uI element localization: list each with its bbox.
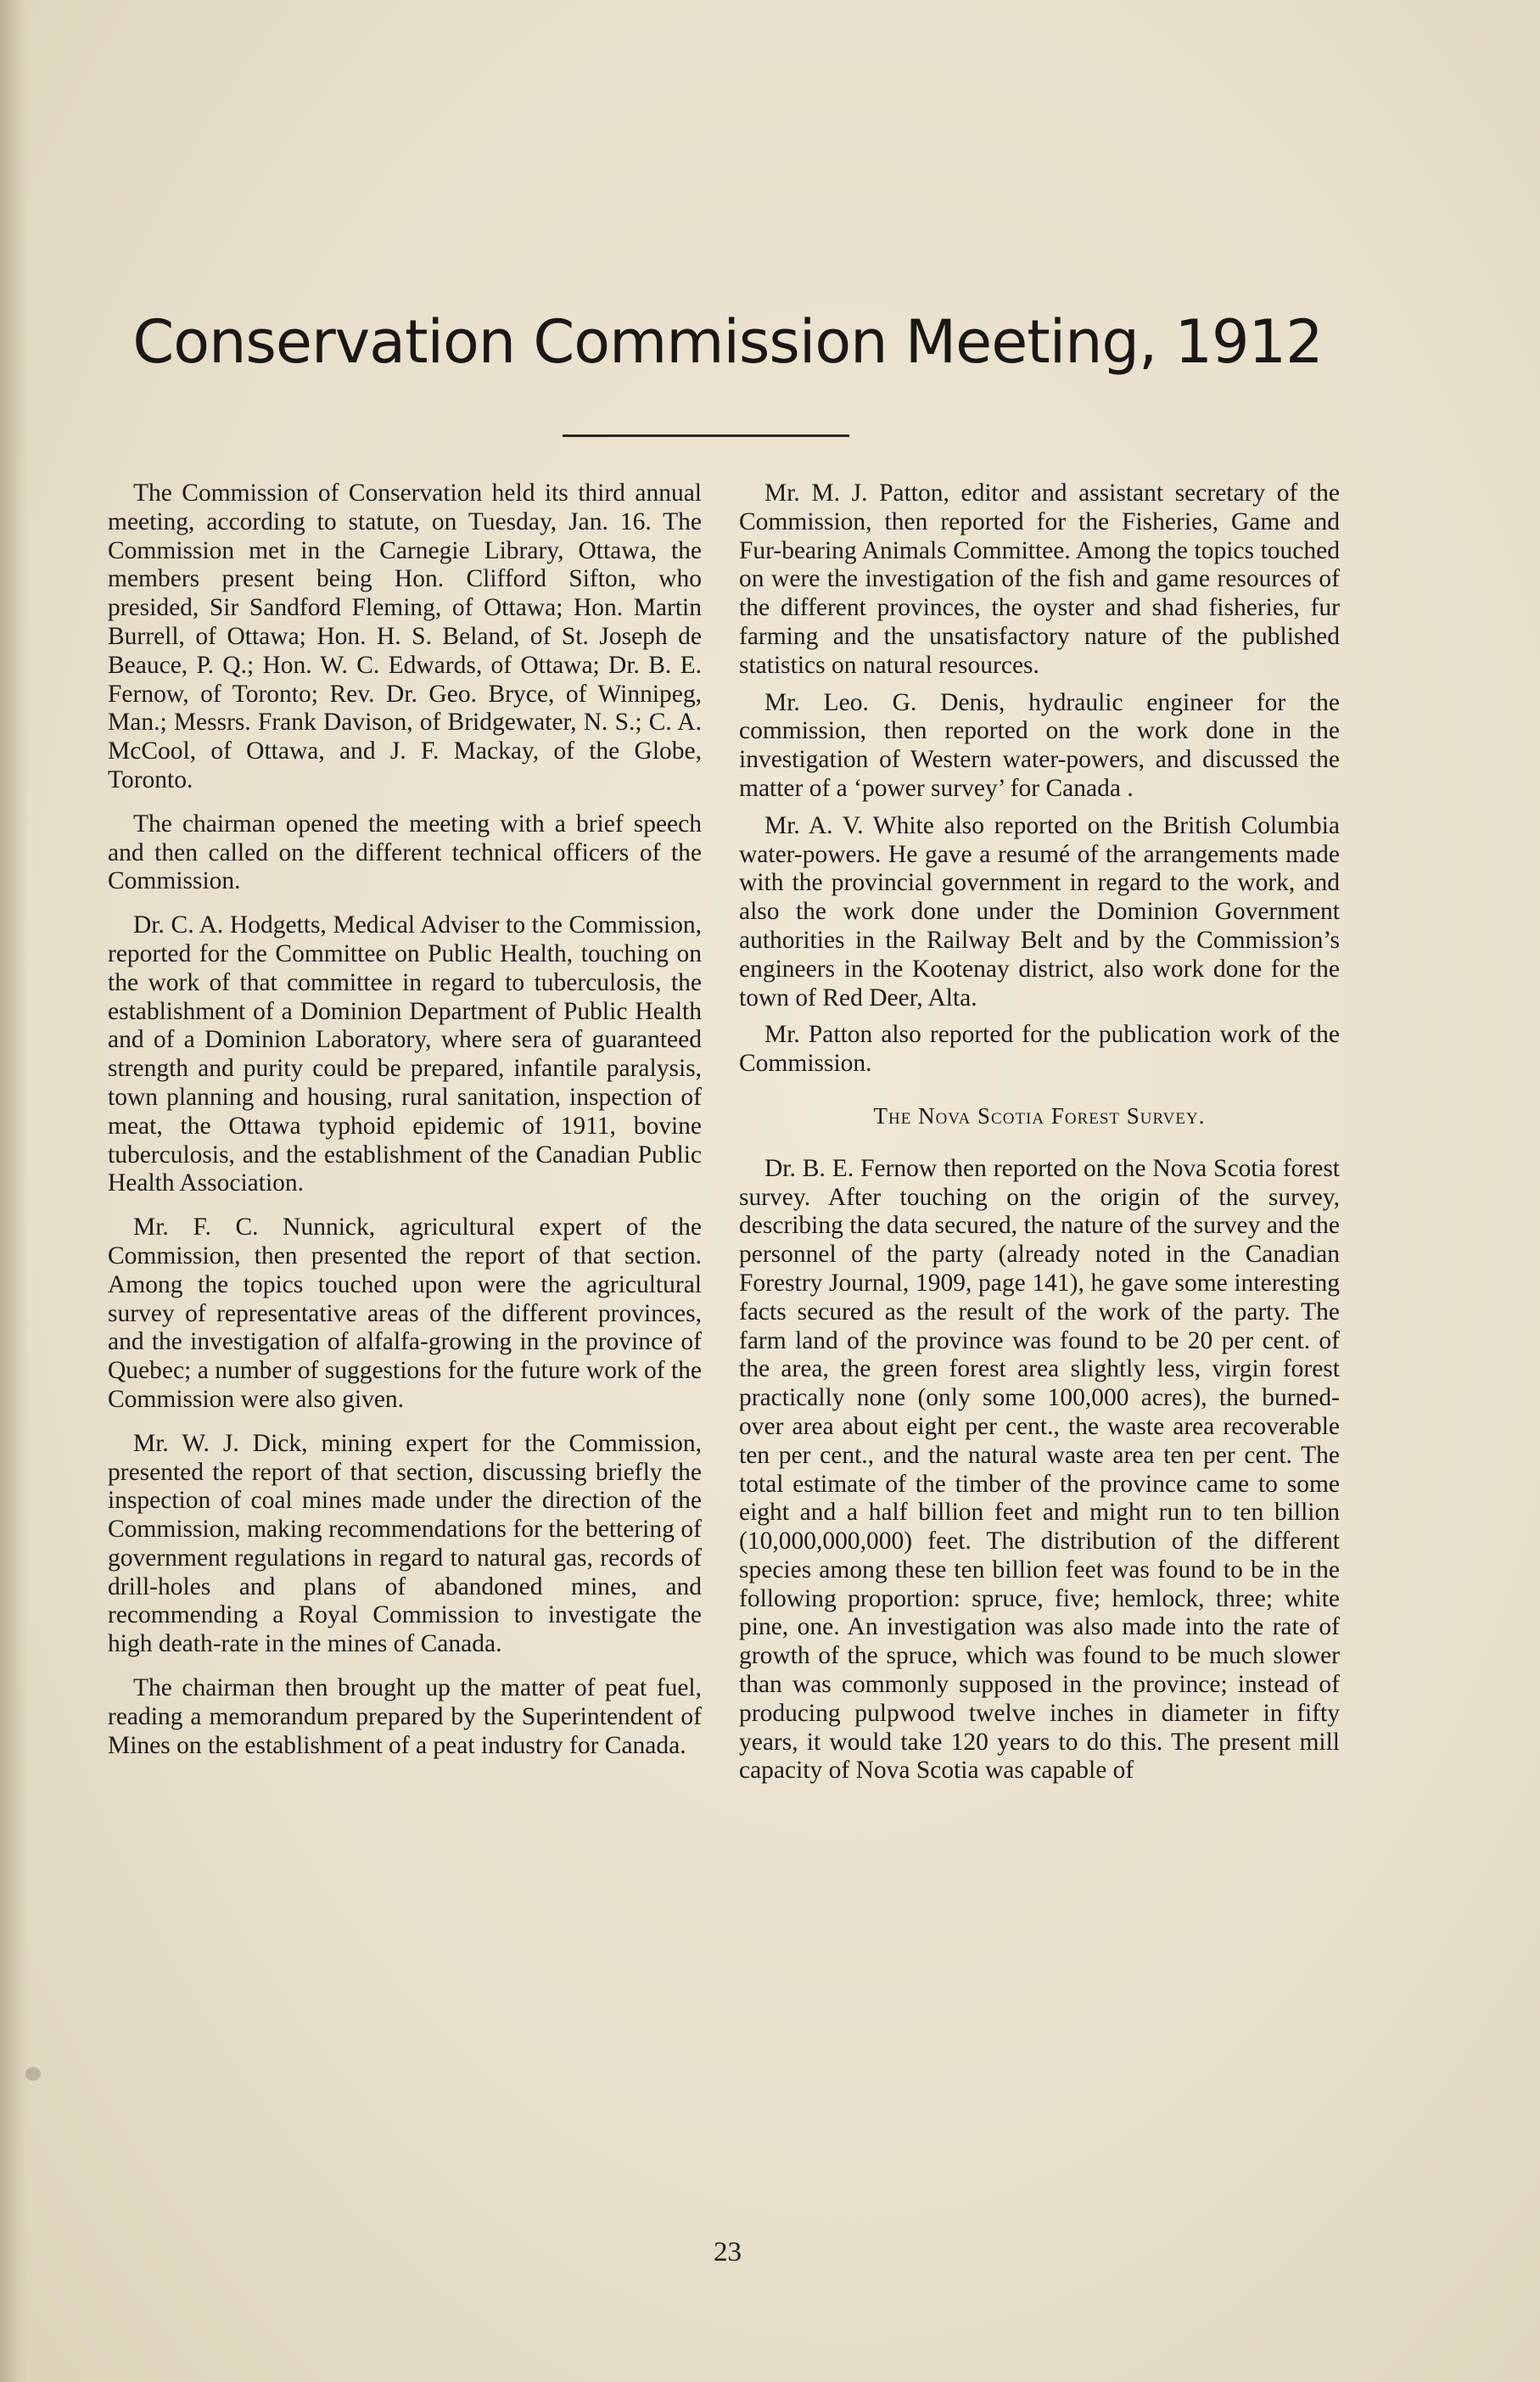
right-column xyxy=(739,479,1340,1794)
page-number: 23 xyxy=(714,2237,742,2267)
paragraph: Dr. B. E. Fernow then reported on the Nova Scotia forest survey. After touching on the origin of the survey, describing the data secured, the nature of the survey and the personnel of the party (already noted in the Canadian Forestry Journal, 1909, page 141), he gave some interesting facts secured as the result of the work of the party. The farm land of the province was found to be 20 per cent. of the area, the green forest area slightly less, virgin forest practically none (only some 100,000 acres), the burned-over area about eight per cent., the waste area recoverable ten per cent., and the natural waste area ten per cent. The total estimate of the timber of the province came to some eight and a half billion feet and might run to ten billion (10,000,000,000) feet. The distribution of the different species among these ten billion feet was found to be in the following proportion: spruce, five; hemlock, three; white pine, one. An investigation was also made into the rate of growth of the spruce, which was found to be much slower than was commonly supposed in the province; instead of producing pulpwood twelve inches in diameter in fifty years, it would take 120 years to do this. The present mill capacity of Nova Scotia was capable of xyxy=(739,1154,1340,1785)
paragraph: Mr. A. V. White also reported on the British Columbia water-powers. He gave a resumé of the arrangements made with the provincial government in regard to the work, and also the work done under the Dominion Government authorities in the Railway Belt and by the Commission’s engineers in the Kootenay district, also work done for the town of Red Deer, Alta. xyxy=(739,811,1340,1012)
paragraph: Dr. C. A. Hodgetts, Medical Adviser to the Commission, reported for the Committee on Public Health, touching on the work of that committee in regard to tuberculosis, the establishment of a Dominion Department of Public Health and of a Dominion Laboratory, where sera of guaranteed strength and purity could be prepared, infantile paralysis, town planning and housing, rural sanitation, inspection of meat, the Ottawa typhoid epidemic of 1911, bovine tuberculosis, and the establishment of the Canadian Public Health Association. xyxy=(108,911,702,1197)
article-title: Conservation Commission Meeting, 1912 xyxy=(132,307,1323,377)
paragraph: Mr. F. C. Nunnick, agricultural expert of the Commission, then presented the report of that section. Among the topics touched upon were the agricultural survey of representative areas of the different provinces, and the investigation of alfalfa-growing in the province of Quebec; a number of suggestions for the future work of the Commission were also given. xyxy=(108,1213,702,1413)
paragraph: The chairman opened the meeting with a brief speech and then called on the different technical officers of the Commission. xyxy=(108,810,702,895)
paragraph: Mr. Leo. G. Denis, hydraulic engineer for the commission, then reported on the work done in the investigation of Western water-powers, and discussed the matter of a ‘power survey’ for Canada . xyxy=(739,688,1340,802)
paragraph: The Commission of Conservation held its third annual meeting, according to statute, on Tuesday, Jan. 16. The Commission met in the Carnegie Library, Ottawa, the members present being Hon. Clifford Sifton, who presided, Sir Sandford Fleming, of Ottawa; Hon. Martin Burrell, of Ottawa; Hon. H. S. Beland, of St. Joseph de Beauce, P. Q.; Hon. W. C. Edwards, of Ottawa; Dr. B. E. Fernow, of Toronto; Rev. Dr. Geo. Bryce, of Winnipeg, Man.; Messrs. Frank Davison, of Bridgewater, N. S.; C. A. McCool, of Ottawa, and J. F. Mackay, of the Globe, Toronto. xyxy=(108,479,702,793)
ink-smudge xyxy=(25,2067,41,2081)
title-divider xyxy=(563,434,849,437)
paragraph: Mr. W. J. Dick, mining expert for the Commission, presented the report of that section, discussing briefly the inspection of coal mines made under the direction of the Commission, making recommendations for the bettering of government regulations in regard to natural gas, records of drill-holes and plans of abandoned mines, and recommending a Royal Commission to investigate the high death-rate in the mines of Canada. xyxy=(108,1429,702,1658)
section-heading: The Nova Scotia Forest Survey. xyxy=(873,1102,1206,1129)
paragraph: Mr. M. J. Patton, editor and assistant secretary of the Commission, then reported for the Fisheries, Game and Fur-bearing Animals Committee. Among the topics touched on were the investigation of the fish and game resources of the different provinces, the oyster and shad fisheries, fur farming and the unsatisfactory nature of the published statistics on natural resources. xyxy=(739,479,1340,679)
left-column xyxy=(108,479,702,1775)
paragraph: The chairman then brought up the matter of peat fuel, reading a memorandum prepared by the Superintendent of Mines on the establishment of a peat industry for Canada. xyxy=(108,1674,702,1759)
paragraph: Mr. Patton also reported for the publication work of the Commission. xyxy=(739,1021,1340,1078)
